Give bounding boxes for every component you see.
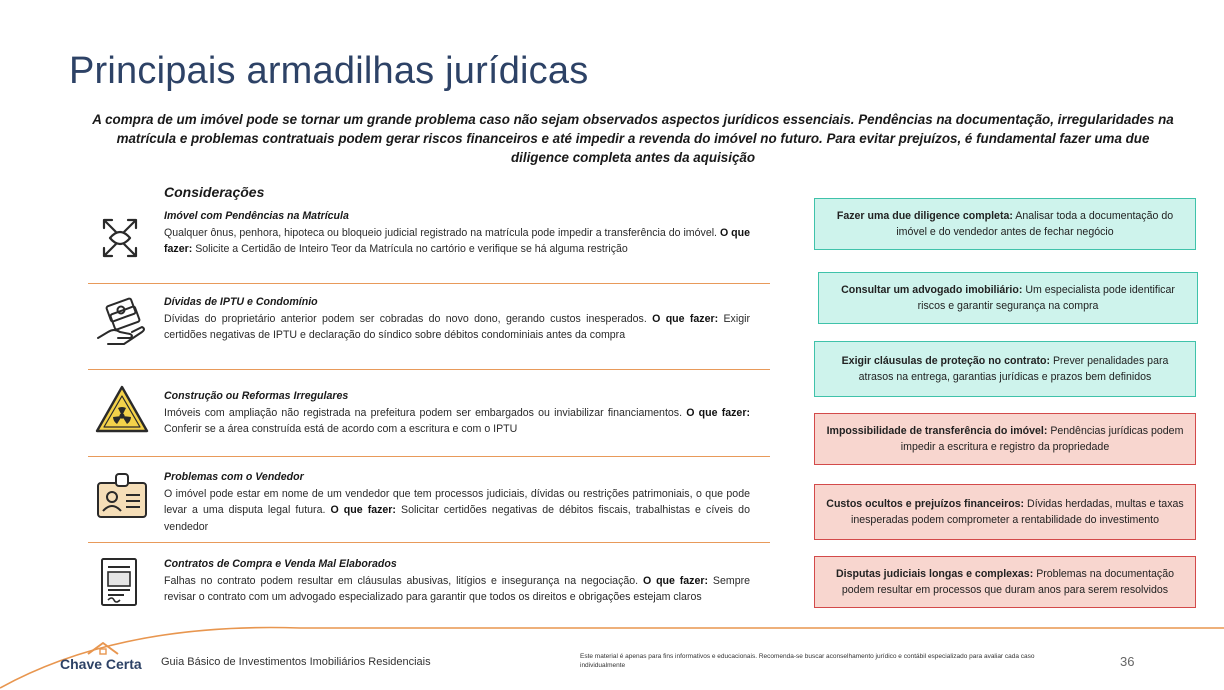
money-hand-icon bbox=[94, 296, 150, 352]
risk-box-custos: Custos ocultos e prejuízos financeiros: Dívidas herdadas, multas e taxas inesperadas podem comprometer a rentabilidade do investimento bbox=[814, 484, 1196, 540]
consideration-item-matricula bbox=[88, 208, 770, 278]
considerations-heading: Considerações bbox=[164, 184, 265, 200]
id-badge-icon bbox=[94, 471, 150, 527]
warning-hazard-icon bbox=[94, 382, 150, 438]
recommendation-box-advogado: Consultar um advogado imobiliário: Um especialista pode identificar riscos e garantir segurança na compra bbox=[818, 272, 1198, 324]
item-text: Imóveis com ampliação não registrada na prefeitura podem ser embargados ou inviabilizar financiamentos. O que fazer: Conferir se a área construída está de acordo com a escritura e com o IPTU bbox=[164, 406, 750, 435]
item-divider bbox=[88, 542, 770, 543]
consideration-item-construcao bbox=[88, 388, 770, 448]
item-title: Construção ou Reformas Irregulares bbox=[164, 390, 349, 402]
item-title: Dívidas de IPTU e Condomínio bbox=[164, 296, 318, 308]
page-title: Principais armadilhas jurídicas bbox=[69, 50, 589, 92]
item-title: Problemas com o Vendedor bbox=[164, 471, 304, 483]
item-text: Qualquer ônus, penhora, hipoteca ou bloqueio judicial registrado na matrícula pode impedir a transferência do imóvel. O que fazer: Solicite a Certidão de Inteiro Teor da Matrícula no cartório e verifique se há alguma restrição bbox=[164, 226, 750, 255]
item-text: Dívidas do proprietário anterior podem ser cobradas do novo dono, gerando custos inesperados. O que fazer: Exigir certidões negativas de IPTU e declaração do síndico sobre débitos condominiais antes da compra bbox=[164, 312, 750, 341]
risk-box-transferencia: Impossibilidade de transferência do imóvel: Pendências jurídicas podem impedir a escritura e registro da propriedade bbox=[814, 413, 1196, 465]
consideration-item-vendedor bbox=[88, 469, 770, 533]
broken-arrows-icon bbox=[94, 212, 150, 268]
item-text: O imóvel pode estar em nome de um vendedor que tem processos judiciais, dívidas ou restrições patrimoniais, o que pode levar a uma disputa legal futura. O que fazer: Solicitar certidões negativas de débitos fiscais, trabalhistas e cíveis do vendedor bbox=[164, 487, 750, 533]
item-divider bbox=[88, 283, 770, 284]
recommendation-box-due-diligence: Fazer uma due diligence completa: Analisar toda a documentação do imóvel e do vendedor antes de fechar negócio bbox=[814, 198, 1196, 250]
item-divider bbox=[88, 369, 770, 370]
item-title: Contratos de Compra e Venda Mal Elaborados bbox=[164, 558, 397, 570]
item-divider bbox=[88, 456, 770, 457]
intro-paragraph: A compra de um imóvel pode se tornar um grande problema caso não sejam observados aspectos jurídicos essenciais. Pendências na documentação, irregularidades na matrícula e problemas contratuais podem gerar riscos financeiros e até impedir a revenda do imóvel no futuro. Para evitar prejuízos, é fundamental fazer uma due diligence completa antes da aquisição bbox=[92, 112, 1174, 165]
house-logo-icon bbox=[86, 640, 120, 656]
recommendation-box-clausulas: Exigir cláusulas de proteção no contrato: Prever penalidades para atrasos na entrega, garantias jurídicas e prazos bem definidos bbox=[814, 341, 1196, 397]
consideration-item-iptu bbox=[88, 294, 770, 364]
brand-logo-text: Chave Certa bbox=[60, 656, 142, 672]
footer-arc bbox=[0, 600, 1224, 690]
risk-box-disputas: Disputas judiciais longas e complexas: Problemas na documentação podem resultar em processos que duram anos para serem resolvidos bbox=[814, 556, 1196, 608]
guide-title: Guia Básico de Investimentos Imobiliários Residenciais bbox=[161, 656, 431, 668]
item-text: Falhas no contrato podem resultar em cláusulas abusivas, litígios e insegurança na negociação. O que fazer: Sempre revisar o contrato com um advogado especializado para garantir que todos os direitos e obrigações estejam claros bbox=[164, 574, 750, 603]
disclaimer-text: Este material é apenas para fins informativos e educacionais. Recomenda-se buscar aconselhamento jurídico e contábil especializado para avaliar cada caso individualmente bbox=[580, 653, 1035, 669]
item-title: Imóvel com Pendências na Matrícula bbox=[164, 210, 349, 222]
page-number: 36 bbox=[1120, 654, 1135, 669]
